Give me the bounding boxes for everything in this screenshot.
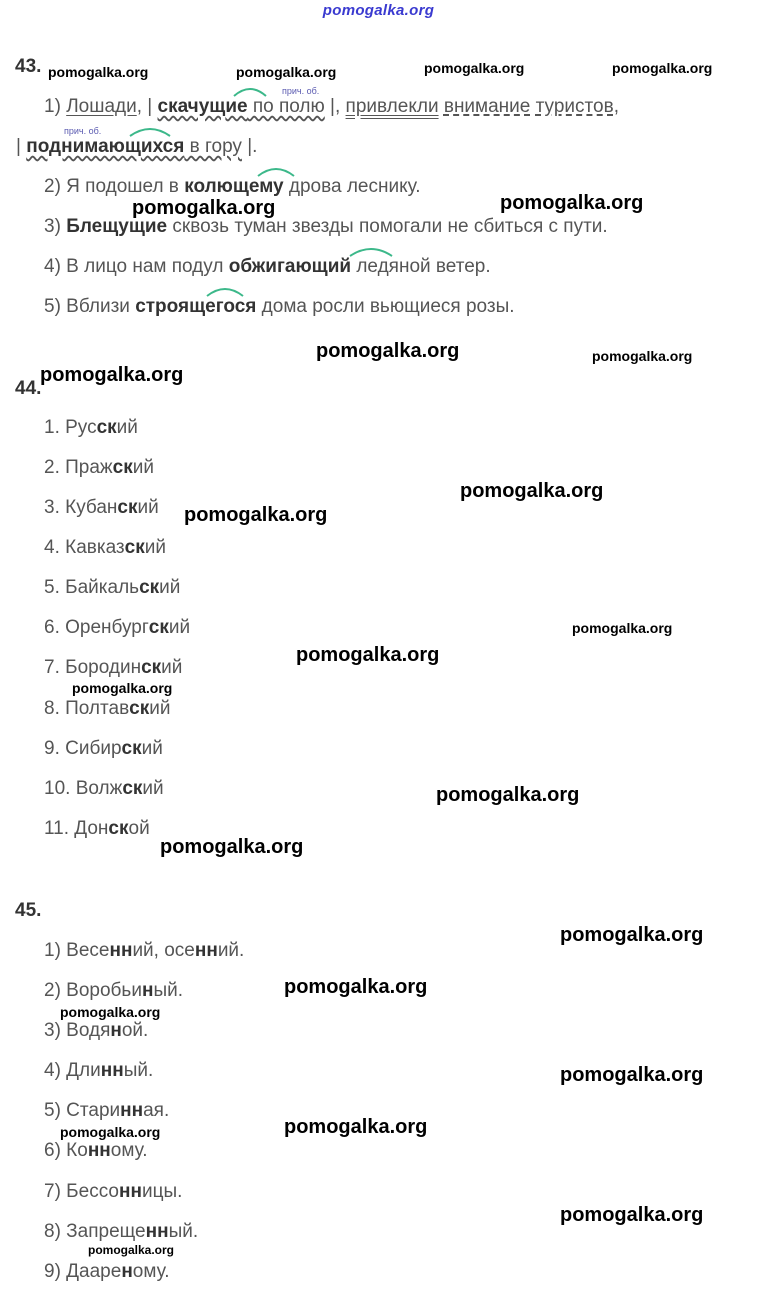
text: 3. Кубан: [44, 497, 118, 518]
watermark: pomogalka.org: [48, 64, 149, 80]
text: |.: [241, 136, 258, 157]
text: 4) В лицо нам подул: [44, 256, 229, 277]
text: ий: [161, 657, 183, 678]
text: 2. Праж: [44, 457, 113, 478]
suffix: ск: [121, 738, 142, 759]
double-n: нн: [194, 940, 218, 961]
text: ой: [128, 818, 150, 839]
watermark: pomogalka.org: [612, 60, 713, 76]
exercise-44-number: 44.: [15, 378, 42, 399]
text: ому.: [132, 1261, 170, 1282]
ex45-item: [44, 1181, 182, 1203]
ex45-item: [44, 1060, 153, 1082]
watermark: pomogalka.org: [160, 836, 304, 858]
suffix: ск: [112, 457, 133, 478]
text: 7. Бородин: [44, 657, 142, 678]
ex45-item: [44, 1221, 198, 1243]
watermark: pomogalka.org: [560, 1064, 704, 1086]
text: ий: [159, 577, 181, 598]
exercise-43-number: 43.: [15, 56, 42, 77]
suffix: ск: [129, 698, 150, 719]
text: сквозь туман звезды помогали не сбиться с пути.: [167, 216, 608, 237]
watermark: pomogalka.org: [72, 680, 173, 696]
watermark: pomogalka.org: [500, 192, 644, 214]
text: ,: [613, 96, 619, 117]
ex43-sentence-5: [44, 296, 515, 318]
ex45-item: [44, 1261, 170, 1283]
watermark: pomogalka.org: [460, 480, 604, 502]
watermark: pomogalka.org: [284, 976, 428, 998]
ex44-item: [44, 738, 163, 760]
suffix: ск: [148, 617, 169, 638]
text: 3): [44, 216, 67, 237]
text: ий, осе: [132, 940, 195, 961]
object-word: внимание: [443, 96, 531, 117]
text: 2) Воробьи: [44, 980, 142, 1001]
n-letters: нн: [87, 1140, 111, 1161]
n-letters: н: [141, 980, 154, 1001]
text: 8. Полтав: [44, 698, 130, 719]
suffix: ск: [141, 657, 162, 678]
suffix: ск: [122, 778, 143, 799]
participle: строящегося: [135, 296, 257, 317]
ex45-item: [44, 940, 244, 962]
participle-phrase: [26, 136, 242, 157]
text: 5) Вблизи: [44, 296, 136, 317]
text: по полю: [247, 96, 325, 117]
ex44-item: [44, 577, 180, 599]
ex43-sentence-3: [44, 216, 608, 238]
text: 6. Оренбург: [44, 617, 149, 638]
text: ий: [141, 738, 163, 759]
n-letters: нн: [100, 1060, 124, 1081]
text: ий: [149, 698, 171, 719]
participle-phrase-note: прич. об.: [64, 126, 102, 136]
text: |,: [324, 96, 346, 117]
text: ий: [144, 537, 166, 558]
ex45-item: [44, 1100, 169, 1122]
text: 7) Бессо: [44, 1181, 119, 1202]
text: 11. Дон: [44, 818, 109, 839]
text: 6) Ко: [44, 1140, 88, 1161]
text: |: [16, 136, 27, 157]
text: 10. Волж: [44, 778, 123, 799]
ex43-sentence-1: [44, 96, 619, 118]
watermark: pomogalka.org: [88, 1243, 175, 1257]
watermark: pomogalka.org: [592, 348, 693, 364]
text: ий: [116, 417, 138, 438]
ex45-item: [44, 1140, 148, 1162]
suffix: ск: [108, 818, 129, 839]
ex44-item: [44, 698, 170, 720]
watermark: pomogalka.org: [560, 924, 704, 946]
participle: скачущ: [157, 96, 226, 117]
watermark: pomogalka.org: [236, 64, 337, 80]
ex44-item: [44, 537, 166, 559]
watermark: pomogalka.org: [60, 1004, 161, 1020]
object-word: туристов: [535, 96, 614, 117]
text: 3) Водя: [44, 1020, 111, 1041]
text: ицы.: [141, 1181, 183, 1202]
ex44-item: [44, 818, 150, 840]
text: ледяной ветер.: [351, 256, 491, 277]
text: , |: [136, 96, 158, 117]
watermark: pomogalka.org: [296, 644, 440, 666]
watermark: pomogalka.org: [424, 60, 525, 76]
watermark: pomogalka.org: [60, 1124, 161, 1140]
text: 1. Рус: [44, 417, 97, 438]
participle: обжигающий: [228, 256, 352, 277]
subject-word: Лошади: [66, 96, 137, 117]
text: 5. Байкаль: [44, 577, 140, 598]
text: дома росли вьющиеся розы.: [256, 296, 515, 317]
text: 8) Запреще: [44, 1221, 146, 1242]
watermark: pomogalka.org: [184, 504, 328, 526]
text: ий: [168, 617, 191, 638]
ex44-item: [44, 657, 182, 679]
watermark: pomogalka.org: [436, 784, 580, 806]
ex44-item: [44, 617, 190, 639]
n-letters: нн: [145, 1221, 169, 1242]
text: ый.: [168, 1221, 199, 1242]
n-letters: нн: [120, 1100, 144, 1121]
ex43-sentence-2: [44, 176, 421, 198]
text: ий: [132, 457, 154, 478]
watermark: pomogalka.org: [316, 340, 460, 362]
ex45-item: [44, 1020, 148, 1042]
participle-ending: ихся: [140, 136, 185, 157]
ex44-item: [44, 417, 138, 439]
ex43-sentence-4: [44, 256, 491, 278]
suffix: ск: [96, 417, 117, 438]
text: ая.: [143, 1100, 170, 1121]
watermark: pomogalka.org: [560, 1204, 704, 1226]
participle: Блещущие: [66, 216, 168, 237]
participle-ending: ие: [225, 96, 248, 117]
text: ой.: [121, 1020, 149, 1041]
participle-phrase: [158, 96, 325, 117]
text: 9. Сибир: [44, 738, 122, 759]
suffix: ск: [117, 497, 138, 518]
text: дрова леснику.: [283, 176, 421, 197]
suffix: ск: [139, 577, 160, 598]
text: в гору: [184, 136, 242, 157]
text: ий.: [217, 940, 245, 961]
ex44-item: [44, 497, 159, 519]
text: 4) Дли: [44, 1060, 101, 1081]
text: ому.: [110, 1140, 148, 1161]
text: ый.: [153, 980, 183, 1001]
participle-phrase-note: прич. об.: [282, 86, 320, 96]
text: ый.: [123, 1060, 154, 1081]
participle: поднимающ: [26, 136, 141, 157]
participle: колющему: [184, 176, 284, 197]
text: 4. Кавказ: [44, 537, 125, 558]
text: 9) Дааре: [44, 1261, 122, 1282]
predicate-word: привлекли: [345, 96, 439, 117]
n-letters: н: [110, 1020, 122, 1041]
text: ий: [137, 497, 159, 518]
watermark: pomogalka.org: [40, 364, 184, 386]
text: 1): [44, 96, 67, 117]
n-letters: н: [121, 1261, 133, 1282]
ex44-item: [44, 778, 164, 800]
exercise-45-number: 45.: [15, 900, 42, 921]
double-n: нн: [109, 940, 133, 961]
text: 5) Стари: [44, 1100, 121, 1121]
ex43-sentence-1-continued: [16, 136, 257, 158]
text: 2) Я подошел в: [44, 176, 185, 197]
text: ий: [142, 778, 164, 799]
suffix: ск: [124, 537, 145, 558]
watermark: pomogalka.org: [132, 197, 276, 219]
text: 1) Весе: [44, 940, 110, 961]
ex44-item: [44, 457, 154, 479]
ex45-item: [44, 980, 183, 1002]
watermark: pomogalka.org: [572, 620, 673, 636]
watermark: pomogalka.org: [284, 1116, 428, 1138]
site-header: pomogalka.org: [322, 2, 435, 19]
n-letters: нн: [119, 1181, 142, 1202]
